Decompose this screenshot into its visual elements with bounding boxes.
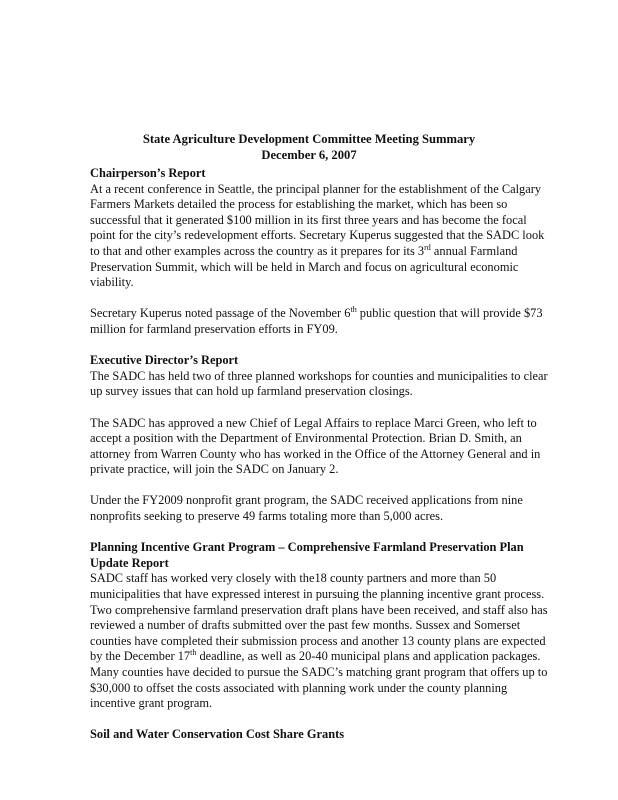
planning-incentive-grant-heading: Planning Incentive Grant Program – Comprehensive Farmland Preservation Plan Update Report bbox=[90, 540, 524, 570]
executive-director-paragraph-1: The SADC has held two of three planned workshops for counties and municipalities to clear up survey issues that can hold up farmland preservation closings. bbox=[90, 368, 548, 399]
soil-water-grants-heading: Soil and Water Conservation Cost Share Grants bbox=[90, 727, 345, 742]
planning-incentive-grant-paragraph: SADC staff has worked very closely with the18 county partners and more than 50 municipalities that have expressed interest in pursuing the planning incentive grant process. Two comprehensive farmland preservation draft plans have been received, and staff also has reviewed a number of drafts submitted over the past few months. Sussex and Somerset counties have completed their submission process and another 13 county plans are expected by the December 17th deadline, as well as 20-40 municipal plans and application packages. Many counties have decided to pursue the SADC’s matching grant program that offers up to $30,000 to offset the costs associated with planning work under the county planning incentive grant program. bbox=[90, 571, 548, 711]
chairperson-report-paragraph-2: Secretary Kuperus noted passage of the November 6th public question that will provide $73 million for farmland preservation efforts in FY09. bbox=[90, 305, 543, 336]
executive-director-report-heading: Executive Director’s Report bbox=[90, 353, 239, 368]
document-body bbox=[90, 166, 550, 743]
meeting-date: December 6, 2007 bbox=[261, 148, 357, 162]
executive-director-paragraph-2: The SADC has approved a new Chief of Legal Affairs to replace Marci Green, who left to accept a position with the Department of Environmental Protection. Brian D. Smith, an attorney from Warren County who has worked in the Office of the Attorney General and in private practice, will join the SADC on January 2. bbox=[90, 415, 541, 477]
chairperson-report-paragraph-1: At a recent conference in Seattle, the principal planner for the establishment of the Calgary Farmers Markets detailed the process for establishing the market, which has been so successful that it generated $100 million in its first three years and has become the focal point for the city’s redevelopment efforts. Secretary Kuperus suggested that the SADC look to that and other examples across the country as it prepares for its 3rd annual Farmland Preservation Summit, which will be held in March and focus on agricultural economic viability. bbox=[90, 181, 545, 290]
document-header bbox=[0, 131, 618, 163]
executive-director-paragraph-3: Under the FY2009 nonprofit grant program, the SADC received applications from nine nonprofits seeking to preserve 49 farms totaling more than 5,000 acres. bbox=[90, 493, 523, 524]
chairperson-report-heading: Chairperson’s Report bbox=[90, 166, 206, 180]
document-title: State Agriculture Development Committee Meeting Summary bbox=[142, 132, 476, 146]
